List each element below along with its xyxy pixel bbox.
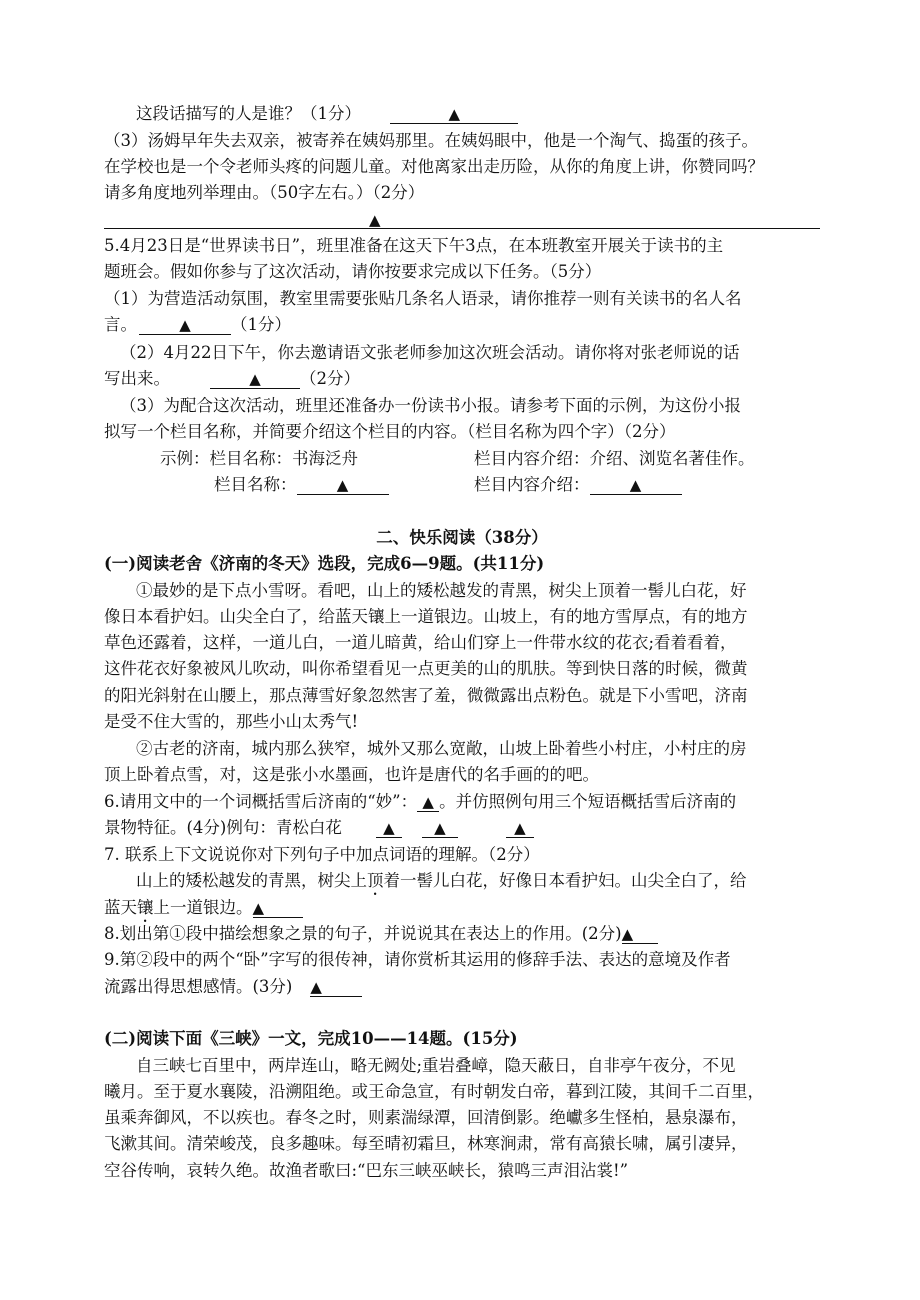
answer-blank[interactable] <box>376 819 402 838</box>
text: 写出来。 <box>104 369 170 388</box>
triangle-icon: ▲ <box>383 819 395 837</box>
answer-blank[interactable] <box>622 925 658 944</box>
passage1-line: 草色还露着，这样，一道儿白，一道儿暗黄，给山们穿上一件带水纹的花衣;看着看着， <box>104 633 737 652</box>
question-5-3-line2: 拟写一个栏目名称，并简要介绍这个栏目的内容。（栏目名称为四个字）（2分） <box>104 422 676 441</box>
triangle-icon: ▲ <box>629 476 642 494</box>
question-text: 这段话描写的人是谁？（1分） <box>136 104 361 123</box>
question-9-line1: 9.第②段中的两个“卧”字写的很传神，请你赏析其运用的修辞手法、表达的意境及作者 <box>104 950 731 969</box>
triangle-icon: ▲ <box>514 819 526 837</box>
triangle-icon: ▲ <box>252 899 265 917</box>
question-4-3-line2: 在学校也是一个令老师头疼的问题儿童。对他离家出走历险，从你的角度上讲，你赞同吗？ <box>104 157 764 176</box>
answer-blank[interactable] <box>422 819 458 838</box>
question-5-line2: 题班会。假如你参与了这次活动，请你按要求完成以下任务。（5分） <box>104 262 602 281</box>
text: 蓝天 <box>104 898 137 917</box>
text: 上一道银边。 <box>153 898 253 917</box>
passage1-line: 的阳光斜射在山腰上，那点薄雪好象忽然害了羞，微微露出点粉色。就是下小雪吧，济南 <box>104 686 748 705</box>
question-4-3-line3: 请多角度地列举理由。（50字左右。）（2分） <box>104 183 425 202</box>
answer-blank[interactable] <box>253 899 303 918</box>
dotted-word: 顶 <box>367 871 384 890</box>
text: 流露出得思想感情。(3分) <box>104 977 293 996</box>
question-4-3-line1: （3）汤姆早年失去双亲，被寄养在姨妈那里。在姨妈眼中，他是一个淘气、捣蛋的孩子。 <box>104 131 758 150</box>
triangle-icon: ▲ <box>434 819 446 837</box>
passage2-line: ②古老的济南，城内那么狭窄，城外又那么宽敞，山坡上卧着些小村庄，小村庄的房 <box>136 739 747 758</box>
question-7-line1: 7. 联系上下文说说你对下列句子中加点词语的理解。（2分） <box>104 845 540 864</box>
answer-blank[interactable] <box>506 819 534 838</box>
question-6-line2 <box>104 817 534 839</box>
passage1-line: 是受不住大雪的，那些小山太秀气! <box>104 712 359 731</box>
text: 8.划出第①段中描绘想象之景的句子，并说说其在表达上的作用。(2分) <box>104 924 622 943</box>
question-5-line1: 5.4月23日是“世界读书日”，班里准备在这天下午3点，在本班教室开展关于读书的主 <box>104 236 724 255</box>
triangle-icon: ▲ <box>448 105 461 123</box>
triangle-icon: ▲ <box>179 316 191 334</box>
label: 栏目名称： <box>214 475 297 494</box>
triangle-icon: ▲ <box>422 793 434 811</box>
question-5-1-line2 <box>104 314 291 336</box>
question-5-2-line2 <box>104 368 360 390</box>
text: 。并仿照例句用三个短语概括雪后济南的 <box>439 792 737 811</box>
part1-title: (一)阅读老舍《济南的冬天》选段，完成6—9题。(共11分) <box>104 554 545 573</box>
question-4-2 <box>136 103 518 125</box>
example-column-name: 示例：栏目名称：书海泛舟 <box>160 449 358 468</box>
text: 6.请用文中的一个词概括雪后济南的“妙”： <box>104 792 418 811</box>
passage1-line: 这件花衣好象被风儿吹动，叫你希望看见一点更美的山的肌肤。等到快日落的时候，微黄 <box>104 659 748 678</box>
text: 着一髻儿白花，好像日本看护妇。山尖全白了，给 <box>383 871 747 890</box>
triangle-icon: ▲ <box>310 978 322 996</box>
column-content-field <box>474 474 682 496</box>
question-8 <box>104 923 658 945</box>
answer-blank[interactable] <box>210 370 300 389</box>
answer-blank[interactable] <box>390 105 518 124</box>
passage1-line: ①最妙的是下点小雪呀。看吧，山上的矮松越发的青黑，树尖上顶着一髻儿白花，好 <box>136 581 747 600</box>
passage3-line: 虽乘奔御风，不以疾也。春冬之时，则素湍绿潭，回清倒影。绝巘多生怪柏，悬泉瀑布， <box>104 1108 748 1127</box>
passage3-line: 飞漱其间。清荣峻茂，良多趣味。每至晴初霜旦，林寒涧肃，常有高猿长啸，属引凄异， <box>104 1134 748 1153</box>
passage3-line: 自三峡七百里中，两岸连山，略无阙处;重岩叠嶂，隐天蔽日，自非亭午夜分，不见 <box>136 1056 736 1075</box>
question-5-1-line1: （1）为营造活动氛围，教室里需要张贴几条名人语录，请你推荐一则有关读书的名人名 <box>104 289 742 308</box>
answer-blank[interactable] <box>590 476 682 495</box>
dotted-word: 镶 <box>137 898 154 917</box>
passage1-line: 像日本看护妇。山尖全白了，给蓝天镶上一道银边。山坡上，有的地方雪厚点，有的地方 <box>104 607 748 626</box>
text: 景物特征。(4分)例句：青松白花 <box>104 818 342 837</box>
answer-blank[interactable] <box>417 793 439 812</box>
answer-blank[interactable] <box>310 978 362 997</box>
answer-blank[interactable] <box>139 316 231 335</box>
answer-blank[interactable] <box>297 476 389 495</box>
passage3-line: 曦月。至于夏水襄陵，沿溯阻绝。或王命急宣，有时朝发白帝，暮到江陵，其间千二百里， <box>104 1082 764 1101</box>
label: 栏目内容介绍： <box>474 475 590 494</box>
question-5-3-line1: （3）为配合这次活动，班里还准备办一份读书小报。请参考下面的示例，为这份小报 <box>120 396 741 415</box>
text: 言。 <box>104 315 137 334</box>
triangle-icon: ▲ <box>249 370 261 388</box>
question-7-line3 <box>104 897 303 926</box>
example-column-content: 栏目内容介绍：介绍、浏览名著佳作。 <box>474 449 755 468</box>
column-name-field <box>214 474 389 496</box>
answer-line[interactable] <box>104 228 820 229</box>
triangle-icon: ▲ <box>621 925 634 943</box>
part2-title: (二)阅读下面《三峡》一文，完成10——14题。(15分) <box>104 1029 518 1048</box>
section-title: 二、快乐阅读（38分） <box>376 528 548 547</box>
score: （1分） <box>231 315 291 334</box>
score: （2分） <box>300 369 360 388</box>
passage3-line: 空谷传响，哀转久绝。故渔者歌曰:“巴东三峡巫峡长，猿鸣三声泪沾裳!” <box>104 1161 629 1180</box>
triangle-icon: ▲ <box>336 476 349 494</box>
question-5-2-line1: （2）4月22日下午，你去邀请语文张老师参加这次班会活动。请你将对张老师说的话 <box>120 343 740 362</box>
text: 山上的矮松越发的青黑，树尖上 <box>136 871 367 890</box>
question-9-line2 <box>104 976 362 998</box>
question-7-line2 <box>136 870 747 899</box>
triangle-icon: ▲ <box>369 211 381 229</box>
passage2-line: 顶上卧着点雪，对，这是张小水墨画，也许是唐代的名手画的的吧。 <box>104 765 599 784</box>
question-6-line1 <box>104 791 736 813</box>
